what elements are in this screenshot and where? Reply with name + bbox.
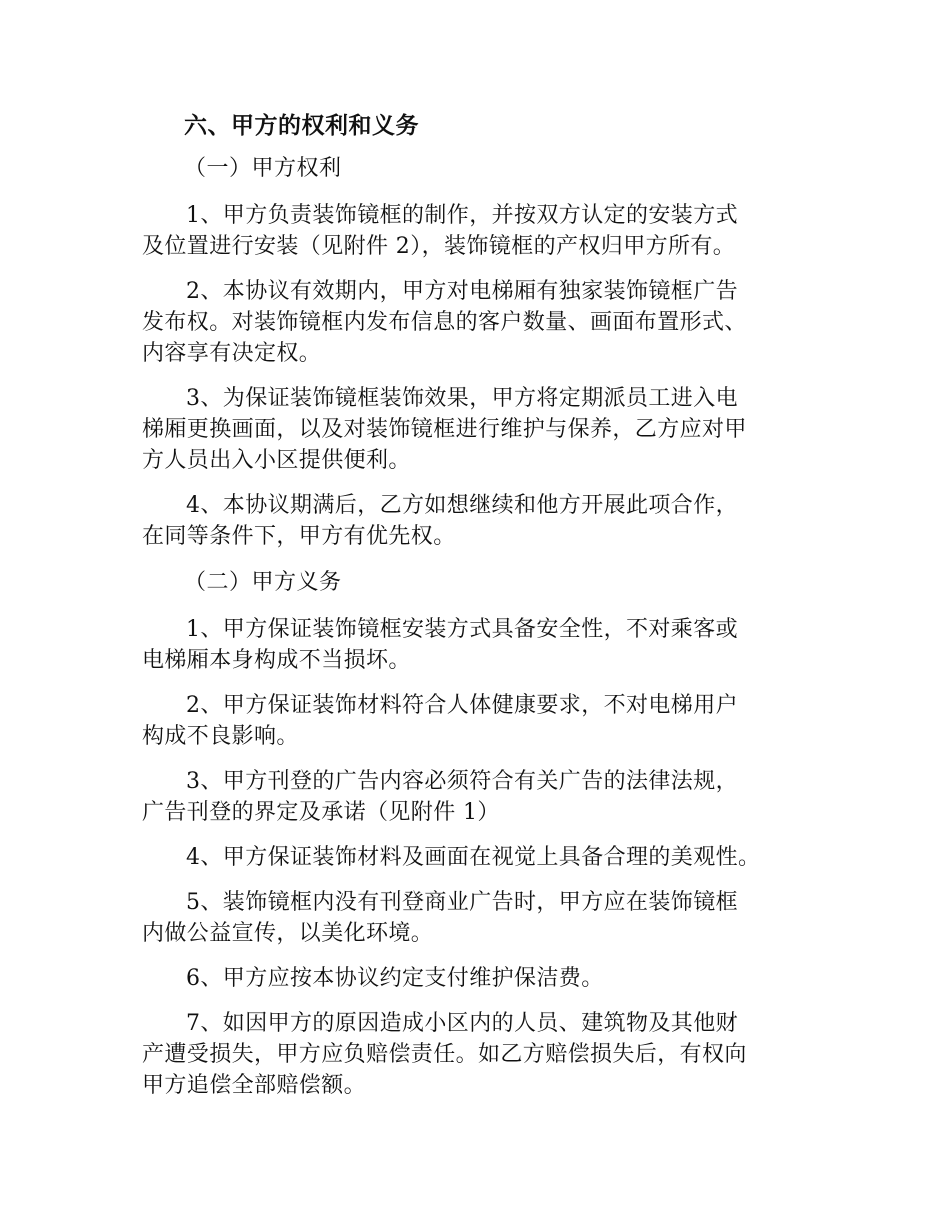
duties-paragraph-line: 7、如因甲方的原因造成小区内的人员、建筑物及其他财 [186, 1011, 738, 1036]
rights-paragraph-line: 内容享有决定权。 [142, 341, 322, 366]
rights-paragraph [142, 200, 814, 262]
duties-paragraph [142, 1008, 814, 1101]
duties-paragraph-line: 3、甲方刊登的广告内容必须符合有关广告的法律法规， [186, 769, 738, 794]
rights-title: （一）甲方权利 [184, 156, 342, 181]
duties-list [142, 614, 814, 1101]
rights-paragraph-line: 梯厢更换画面，以及对装饰镜框进行维护与保养，乙方应对甲 [142, 417, 747, 442]
rights-paragraph [142, 276, 814, 369]
rights-paragraph [142, 490, 814, 552]
duties-paragraph [142, 766, 814, 828]
duties-paragraph-line: 甲方追偿全部赔偿额。 [142, 1073, 367, 1098]
rights-paragraph-line: 在同等条件下，甲方有优先权。 [142, 524, 456, 549]
rights-paragraph-line: 2、本协议有效期内，甲方对电梯厢有独家装饰镜框广告 [186, 279, 738, 304]
duties-paragraph-line: 电梯厢本身构成不当损坏。 [142, 648, 411, 673]
duties-paragraph [142, 887, 814, 949]
duties-paragraph-line: 构成不良影响。 [142, 724, 299, 749]
duties-paragraph-line: 产遭受损失，甲方应负赔偿责任。如乙方赔偿损失后，有权向 [142, 1042, 747, 1067]
duties-paragraph-line: 5、装饰镜框内没有刊登商业广告时，甲方应在装饰镜框 [186, 890, 738, 915]
duties-title: （二）甲方义务 [184, 570, 342, 595]
duties-paragraph-line: 6、甲方应按本协议约定支付维护保洁费。 [186, 966, 604, 991]
duties-paragraph [142, 614, 814, 676]
rights-paragraph-line: 1、甲方负责装饰镜框的制作，并按双方认定的安装方式 [186, 203, 738, 228]
duties-paragraph [142, 842, 814, 873]
rights-paragraph-line: 及位置进行安装（见附件 2），装饰镜框的产权归甲方所有。 [142, 234, 736, 259]
duties-paragraph [142, 690, 814, 752]
rights-paragraph-line: 4、本协议期满后，乙方如想继续和他方开展此项合作， [186, 493, 738, 518]
duties-paragraph-line: 1、甲方保证装饰镜框安装方式具备安全性，不对乘客或 [186, 617, 738, 642]
document-body [142, 108, 814, 1115]
section-heading: 六、甲方的权利和义务 [184, 113, 419, 139]
rights-paragraph-line: 方人员出入小区提供便利。 [142, 448, 411, 473]
rights-list [142, 200, 814, 552]
rights-paragraph-line: 发布权。对装饰镜框内发布信息的客户数量、画面布置形式、 [142, 310, 747, 335]
duties-paragraph-line: 广告刊登的界定及承诺（见附件 1） [142, 800, 500, 825]
duties-paragraph-line: 2、甲方保证装饰材料符合人体健康要求，不对电梯用户 [186, 693, 738, 718]
duties-paragraph [142, 963, 814, 994]
duties-paragraph-line: 4、甲方保证装饰材料及画面在视觉上具备合理的美观性。 [186, 845, 761, 870]
duties-paragraph-line: 内做公益宣传，以美化环境。 [142, 921, 434, 946]
rights-paragraph [142, 383, 814, 476]
rights-paragraph-line: 3、为保证装饰镜框装饰效果，甲方将定期派员工进入电 [186, 386, 738, 411]
